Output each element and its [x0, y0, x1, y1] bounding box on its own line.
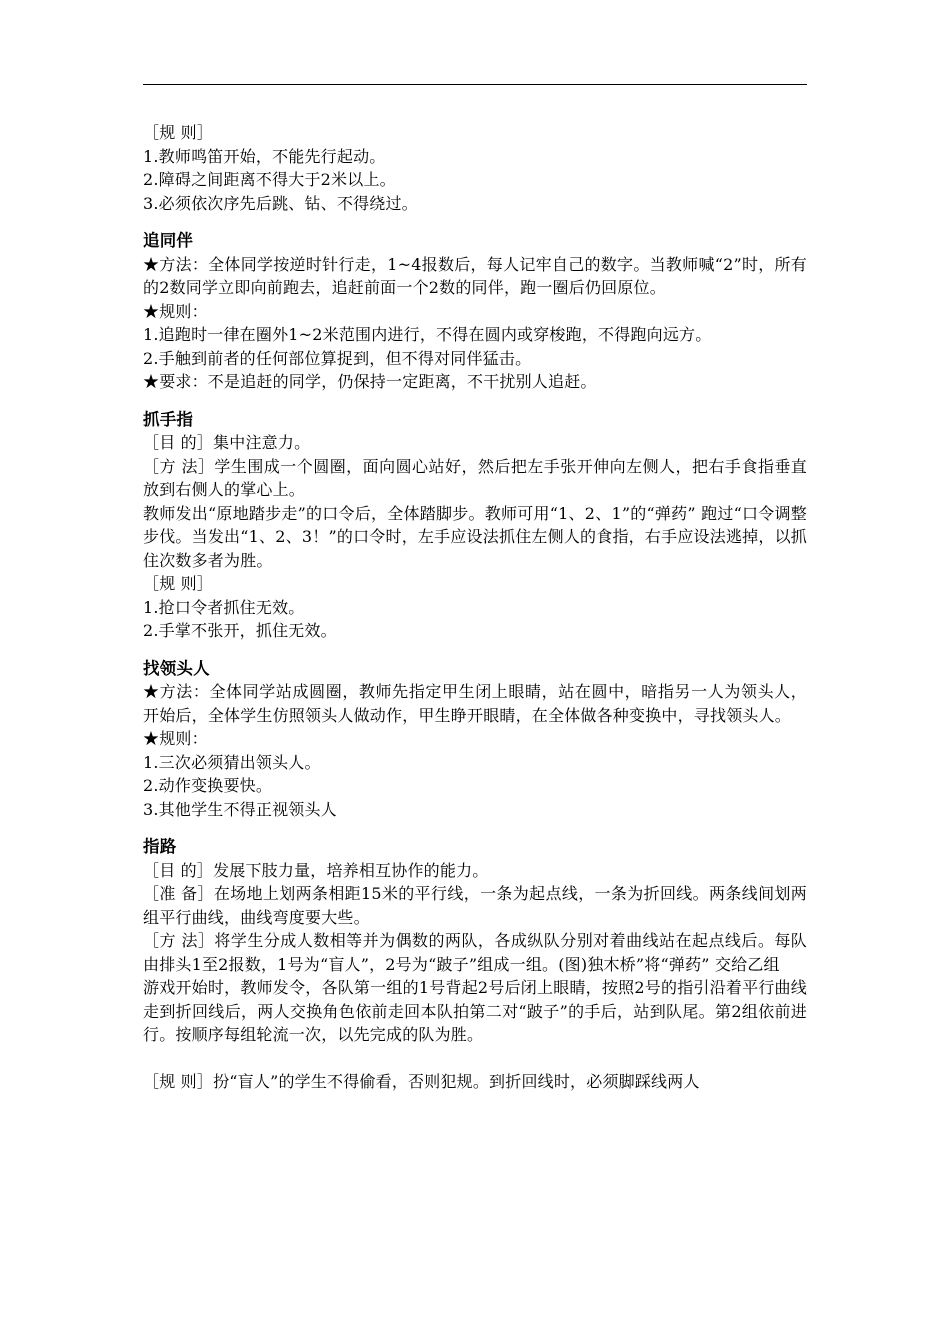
rule-item: 3.必须依次序先后跳、钻、不得绕过。	[143, 193, 418, 213]
rule-item: 3.其他学生不得正视领头人	[143, 799, 337, 819]
method-text: 游戏开始时，教师发令，各队第一组的1号背起2号后闭上眼睛，按照2号的指引沿着平行曲线走到折回线后，两人交换角色依前走回本队拍第二对“跛子”的手后，站到队尾。第2组依前进行。按顺序每组轮流一次，以先完成的队为胜。	[143, 978, 807, 1044]
rule-item: 1.追跑时一律在圈外1~2米范围内进行，不得在圆内或穿梭跑，不得跑向远方。	[143, 325, 712, 344]
rules-label: ★规则：	[143, 301, 208, 321]
method-text: ［方 法］学生围成一个圆圈，面向圆心站好，然后把左手张开伸向左侧人，把右手食指垂直放到右侧人的掌心上。	[143, 456, 807, 499]
method-text: 教师发出“原地踏步走”的口令后，全体踏脚步。教师可用“1、2、1”的“弹药” 跑过“口令调整步伐。当发出“1、2、3！”的口令时，左手应设法抓住左侧人的食指，右手应设法逃掉，以抓住次数多者为胜。	[143, 503, 807, 570]
header-rule	[143, 84, 807, 85]
section-guide-way	[143, 835, 807, 1093]
rule-item: 2.动作变换要快。	[143, 776, 273, 795]
section-find-leader	[143, 657, 807, 822]
section-title: 追同伴	[143, 231, 194, 250]
section-grab-finger	[143, 408, 807, 643]
method-text: ［方 法］将学生分成人数相等并为偶数的两队，各成纵队分别对着曲线站在起点线后。每队由排头1至2报数，1号为“盲人”，2号为“跛子”组成一组。(图)独木桥”将“弹药” 交给乙组	[143, 931, 807, 974]
requirement-text: ★要求：不是追赶的同学，仍保持一定距离，不干扰别人追赶。	[143, 372, 597, 391]
section-obstacle-rules	[143, 121, 807, 215]
section-title: 找领头人	[143, 658, 210, 678]
rules-text: ［规 则］扮“盲人”的学生不得偷看，否则犯规。到折回线时，必须脚踩线两人	[143, 1071, 700, 1091]
rules-label: ［规 则］	[143, 574, 214, 593]
rule-item: 2.手掌不张开，抓住无效。	[143, 621, 337, 640]
purpose-text: ［目 的］集中注意力。	[143, 433, 311, 452]
rules-label: ［规 则］	[143, 123, 214, 142]
rule-item: 1.三次必须猜出领头人。	[143, 752, 321, 772]
method-text: ★方法：全体同学按逆时针行走，1~4报数后，每人记牢自己的数字。当教师喊“2”时，所有的2数同学立即向前跑去，追赶前面一个2数的同伴，跑一圈后仍回原位。	[143, 254, 807, 297]
rule-item: 2.障碍之间距离不得大于2米以上。	[143, 170, 396, 189]
rule-item: 2.手触到前者的任何部位算捉到，但不得对同伴猛击。	[143, 348, 532, 368]
preparation-text: ［准 备］在场地上划两条相距15米的平行线，一条为起点线，一条为折回线。两条线间划两组平行曲线，曲线弯度要大些。	[143, 884, 807, 927]
rules-label: ★规则：	[143, 729, 208, 748]
document-body	[143, 121, 807, 1093]
section-title: 抓手指	[143, 409, 194, 429]
rule-item: 1.抢口令者抓住无效。	[143, 597, 305, 617]
section-chase-partner	[143, 229, 807, 394]
section-title: 指路	[143, 837, 177, 856]
method-text: ★方法：全体同学站成圆圈，教师先指定甲生闭上眼睛，站在圆中，暗指另一人为领头人，开始后，全体学生仿照领头人做动作，甲生睁开眼睛，在全体做各种变换中，寻找领头人。	[143, 682, 807, 725]
purpose-text: ［目 的］发展下肢力量，培养相互协作的能力。	[143, 860, 489, 880]
rule-item: 1.教师鸣笛开始，不能先行起动。	[143, 146, 386, 166]
